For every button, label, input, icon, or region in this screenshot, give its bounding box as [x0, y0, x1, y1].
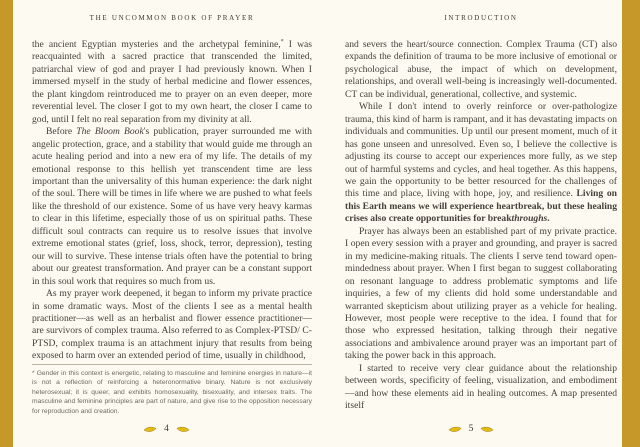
- page-number-right: 5: [468, 424, 474, 434]
- book-cover-edge-right: [622, 0, 640, 447]
- page-footer-right: [320, 424, 622, 434]
- book-cover-edge-left: [0, 0, 13, 447]
- paragraph: Before The Bloom Book's publication, prayer surrounded me with angelic protection, grace, and a stability that would guide me through an acute healing period and into a new era of my life. The details of my emotional response to this hellish yet transcendent time are less important than the universality of this human experience: the dark night of the soul. There will be times in life where we are pushed to what feels like the threshold of our existence. Some of us have very heavy karmas to clear in this lifetime, especially those of us on spiritual paths. These difficult soul contracts can require us to resolve issues that involve extreme emotional states (grief, loss, shock, terror, depression), testing our will to survive. These intense trials often have the potential to bring about our greatest transformation. And prayer can be a constant support in this soul work that requires so much from us.: [32, 126, 312, 287]
- paragraph: As my prayer work deepened, it began to inform my private practice in some dramatic ways. Most of the clients I see as a mental health practitioner—as well as an herbalist and flower essence practitioner—are survivors of complex trauma. Also referred to as Complex-PTSD/ C-PTSD, complex trauma is an attachment injury that results from being exposed to harm over an extended period of time, usually in childhood,: [32, 288, 312, 362]
- paragraph: While I don't intend to overly reinforce or over-pathologize trauma, this kind of harm is rampant, and it has devastating impacts on individuals and communities. Up until our present moment, much of it has gone unseen and unresolved. Even so, I believe the collective is adjusting its course to accept our experiences more fully, as we step out of harmful systems and cycles, and heal together. As this happens, we gain the opportunity to be better resourced for the challenges of this time and place, living with hope, joy, and resilience. Living on this Earth means we will experience heartbreak, but these healing crises also create opportunities for breakthroughs.: [345, 101, 617, 225]
- gold-leaf-ornament-icon: [448, 426, 462, 433]
- page-left: [13, 0, 320, 447]
- gold-leaf-ornament-icon: [480, 426, 494, 433]
- body-text-right: [345, 39, 617, 413]
- footnote-block: [32, 364, 312, 416]
- paragraph: Prayer has always been an established part of my private practice. I open every session with a prayer and grounding, and prayer is sacred in my medicine-making rituals. The clients I serve tend toward open-mindedness about prayer. When I first began to suggest collaborating on resonant language to address problematic symptoms and life inquiries, a few of my clients did hold some understandable and warranted skepticism about utilizing prayer as a vehicle for healing. However, most people were receptive to the idea. I found that for those who expressed hesitation, talking through their negative associations and ambivalence around prayer was an important part of taking the power back in this approach.: [345, 225, 617, 362]
- paragraph: the ancient Egyptian mysteries and the archetypal feminine,* I was reacquainted with a sacred practice that transcended the limited, patriarchal view of god and prayer I had previously known. When I immersed myself in the study of herbal medicine and flower essences, the plant kingdom reintroduced me to prayer on an even deeper, more reverential level. The closer I got to my own heart, the closer I came to god, until I felt no real separation from my divinity at all.: [32, 38, 312, 125]
- page-footer-left: [13, 424, 320, 434]
- gold-leaf-ornament-icon: [143, 426, 157, 433]
- paragraph: and severs the heart/source connection. Complex Trauma (CT) also expands the definition of trauma to be more inclusive of emotional or psychological abuse, the impact of which on development, relationships, and overall well-being is increasingly well-documented. CT can be individual, generational, collective, and systemic.: [345, 39, 617, 100]
- footnote-text: * Gender in this context is energetic, relating to masculine and feminine energies in nature—it is not a reflection of reinforcing a heteronormative binary. Nature is not exclusively heterosexual; it is queer, and exhibits homosexuality, bisexuality, and intersex traits. The masculine and feminine principles are part of nature, and give rise to the opposition necessary for reproduction and creation.: [32, 370, 312, 415]
- running-head-right: INTRODUCTION: [444, 14, 518, 22]
- footnote-divider: [32, 364, 312, 365]
- gold-leaf-ornament-icon: [176, 426, 190, 433]
- page-right: [320, 0, 622, 447]
- page-number-left: 4: [164, 424, 169, 434]
- body-text-left: [32, 39, 312, 363]
- paragraph: I started to receive very clear guidance about the relationship between words, specificity of feeling, visualization, and embodiment—and how these elements aid in healing outcomes. A map presented itself: [345, 362, 617, 412]
- running-head-left: THE UNCOMMON BOOK OF PRAYER: [89, 14, 255, 22]
